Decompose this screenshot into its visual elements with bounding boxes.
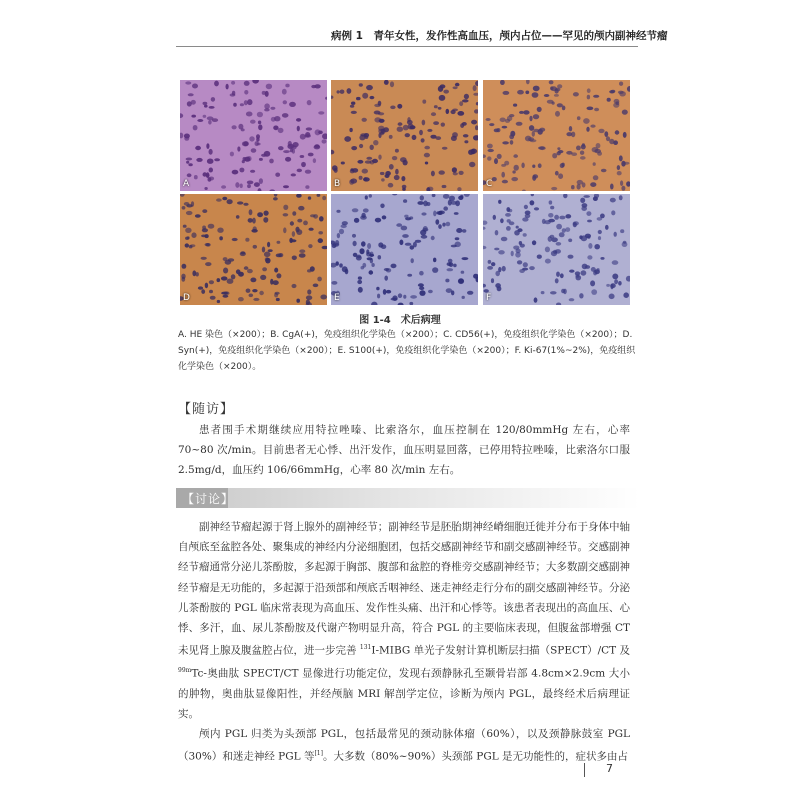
histology-image-b <box>331 80 478 191</box>
discussion-paragraph-2 <box>178 724 630 767</box>
header-divider <box>176 46 638 47</box>
footer-divider <box>584 763 585 777</box>
discussion-p1-part-c: Tc-奥曲肽 SPECT/CT 显像进行功能定位，发现右颈静脉孔至颞骨岩部 4.8cm×2.9cm 大小的肿物，奥曲肽显像阳性，并经颅脑 MRI 解剖学定位，诊断为颅内 PGL，最终经术后病理证实。 <box>178 667 630 720</box>
reference-citation: [1] <box>314 750 323 758</box>
isotope-superscript-2: 99m <box>178 666 192 674</box>
discussion-paragraph-1 <box>178 517 630 724</box>
figure-panel-f <box>483 194 630 305</box>
running-header: 病例 1 青年女性，发作性高血压，颅内占位——罕见的颅内副神经节瘤 <box>331 30 668 42</box>
section-bar-discussion <box>176 488 640 508</box>
isotope-superscript-1: 131 <box>359 644 372 652</box>
discussion-p1-part-b: I-MIBG 单光子发射计算机断层扫描（SPECT）/CT 及 <box>371 644 630 657</box>
figure-panel-d <box>180 194 327 305</box>
figure-panel-c <box>483 80 630 191</box>
discussion-p2-part-b: 。大多数（80%~90%）头颈部 PGL 是无功能性的，症状多由占 <box>322 750 629 763</box>
figure-panel-a <box>180 80 327 191</box>
page-number: 7 <box>606 762 613 775</box>
figure-caption: A. HE 染色（×200）；B. CgA(+)，免疫组织化学染色（×200）；C. CD56(+)，免疫组织化学染色（×200）；D. Syn(+)，免疫组织化学染色（×200）；E. S100(+)，免疫组织化学染色（×200）；F. Ki-67(1%~2%)，免疫组织化学染色（×200）。 <box>178 330 636 372</box>
discussion-p2-part-a: 颅内 PGL 归类为头颈部 PGL，包括最常见的颈动脉体瘤（60%），以及颈静脉鼓室 PGL（30%）和迷走神经 PGL 等 <box>178 728 630 763</box>
section-heading-followup: 【随访】 <box>178 402 235 417</box>
histology-image-c <box>483 80 630 191</box>
followup-text: 患者围手术期继续应用特拉唑嗪、比索洛尔，血压控制在 120/80mmHg 左右，心率 70~80 次/min。目前患者无心悸、出汗发作，血压明显回落，已停用特拉唑嗪，比索洛尔口服 2.5mg/d，血压约 106/66mmHg，心率 80 次/min 左右。 <box>178 424 630 477</box>
histology-image-e <box>331 194 478 305</box>
discussion-p1-part-a: 副神经节瘤起源于肾上腺外的副神经节；副神经节是胚胎期神经嵴细胞迁徙并分布于身体中轴自颅底至盆腔各处、聚集成的神经内分泌细胞团，包括交感副神经节和副交感副神经节。交感副神经节瘤通常分泌儿茶酚胺，多起源于胸部、腹部和盆腔的脊椎旁交感副神经节；大多数副交感副神经节瘤是无功能的，多起源于沿颈部和颅底舌咽神经、迷走神经走行分布的副交感副神经节。分泌儿茶酚胺的 PGL 临床常表现为高血压、发作性头痛、出汗和心悸等。该患者表现出的高血压、心悸、多汗，血、尿儿茶酚胺及代谢产物明显升高，符合 PGL 的主要临床表现，但腹盆部增强 CT 未见肾上腺及腹盆腔占位，进一步完善 <box>178 521 630 657</box>
figure-panel-e <box>331 194 478 305</box>
discussion-body <box>178 517 630 767</box>
panel-label-c: C <box>486 179 493 189</box>
panel-label-b: B <box>334 179 341 189</box>
panel-label-f: F <box>486 293 492 303</box>
panel-label-e: E <box>334 293 340 303</box>
figure-panel-b <box>331 80 478 191</box>
panel-label-a: A <box>183 179 190 189</box>
followup-paragraph <box>178 420 630 481</box>
histology-image-f <box>483 194 630 305</box>
panel-label-d: D <box>183 293 190 303</box>
histology-image-a <box>180 80 327 191</box>
histology-image-d <box>180 194 327 305</box>
section-heading-discussion: 【讨论】 <box>182 492 235 506</box>
figure-title: 图 1-4 术后病理 <box>359 315 441 326</box>
